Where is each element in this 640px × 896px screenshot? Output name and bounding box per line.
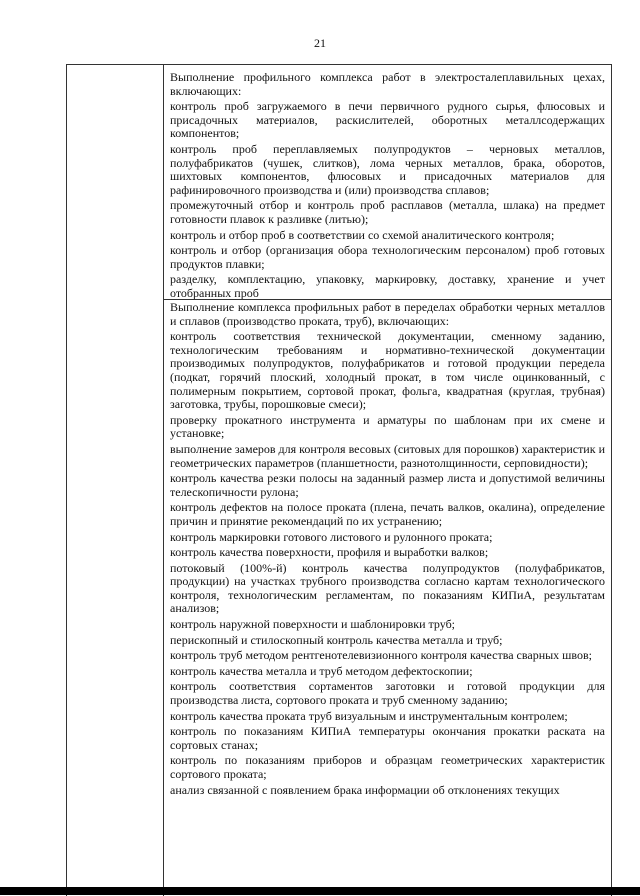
- paragraph: выполнение замеров для контроля весовых (ситовых для порошков) характеристик и геометрических параметров (планшетности, разнотолщинности, серповидности);: [170, 441, 605, 470]
- paragraph: контроль проб загружаемого в печи первичного рудного сырья, флюсовых и присадочных материалов, раскислителей, оборотных металлсодержащих компонентов;: [170, 99, 605, 141]
- document-table: [66, 64, 612, 896]
- paragraph: потоковый (100%-й) контроль качества полупродуктов (полуфабрикатов, продукции) на участках трубного производства согласно картам технологического контроля, технологическим регламентам, по показаниям КИПиА, результатам анализов;: [170, 560, 605, 616]
- paragraph: Выполнение профильного комплекса работ в электросталеплавильных цехах, включающих:: [170, 70, 605, 98]
- paragraph: проверку прокатного инструмента и арматуры по шаблонам при их смене и установке;: [170, 412, 605, 441]
- table-cell-rolling: [164, 299, 611, 798]
- paragraph: контроль соответствия сортаментов заготовки и готовой продукции для производства листа, сортового проката и труб сменному заданию;: [170, 679, 605, 708]
- table-cell-electrosteel: [164, 70, 611, 302]
- paragraph: перископный и стилоскопный контроль качества металла и труб;: [170, 632, 503, 647]
- paragraph: контроль проб переплавляемых полупродуктов – черновых металлов, полуфабрикатов (чушек, слитков), лома черных металлов, брака, оборотов, шихтовых компонентов, флюсовых и присадочных материалов для рафинировочного производства и (или) производства сплавов;: [170, 141, 605, 197]
- page-number: 21: [314, 36, 326, 50]
- scan-bottom-edge: [0, 887, 640, 895]
- table-left-column: [67, 65, 164, 896]
- paragraph: контроль маркировки готового листового и рулонного проката;: [170, 529, 493, 544]
- paragraph: контроль и отбор (организация обора технологическим персоналом) проб готовых продуктов плавки;: [170, 243, 605, 271]
- paragraph: контроль и отбор проб в соответствии со схемой аналитического контроля;: [170, 227, 555, 242]
- paragraph: контроль наружной поверхности и шаблонировки труб;: [170, 617, 456, 632]
- table-right-column: [164, 65, 611, 896]
- paragraph: контроль качества металла и труб методом дефектоскопии;: [170, 663, 473, 678]
- paragraph: разделку, комплектацию, упаковку, маркировку, доставку, хранение и учет отобранных проб: [170, 272, 605, 300]
- paragraph: контроль качества резки полосы на заданный размер листа и допустимой величины телескопичности рулона;: [170, 471, 605, 499]
- paragraph: контроль качества поверхности, профиля и выработки валков;: [170, 545, 489, 560]
- paragraph: промежуточный отбор и контроль проб расплавов (металла, шлака) на предмет готовности плавок к разливке (литью);: [170, 198, 605, 226]
- paragraph: контроль соответствия технической документации, сменному заданию, технологическим требованиям и нормативно-технической документации производимых полупродуктов, полуфабрикатов и готовой продукции передела (подкат, горячий плоский, холодный прокат, в том числе оцинкованный, с полимерным покрытием, сортовой прокат, фольга, квадратная (круглая, трубная) заготовка, трубы, порошковые смеси);: [170, 329, 605, 412]
- paragraph: контроль качества проката труб визуальным и инструментальным контролем;: [170, 708, 568, 723]
- paragraph: Выполнение комплекса профильных работ в переделах обработки черных металлов и сплавов (производство проката, труб), включающих:: [170, 300, 605, 328]
- paragraph: контроль труб методом рентгенотелевизионного контроля качества сварных швов;: [170, 648, 593, 663]
- paragraph: контроль по показаниям КИПиА температуры окончания прокатки раската на сортовых станах;: [170, 724, 605, 752]
- paragraph: контроль по показаниям приборов и образцам геометрических характеристик сортового проката;: [170, 753, 605, 781]
- paragraph: контроль дефектов на полосе проката (плена, печать валков, окалина), определение причин и принятие рекомендаций по их устранению;: [170, 500, 605, 528]
- paragraph: анализ связанной с появлением брака информации об отклонениях текущих: [170, 782, 560, 797]
